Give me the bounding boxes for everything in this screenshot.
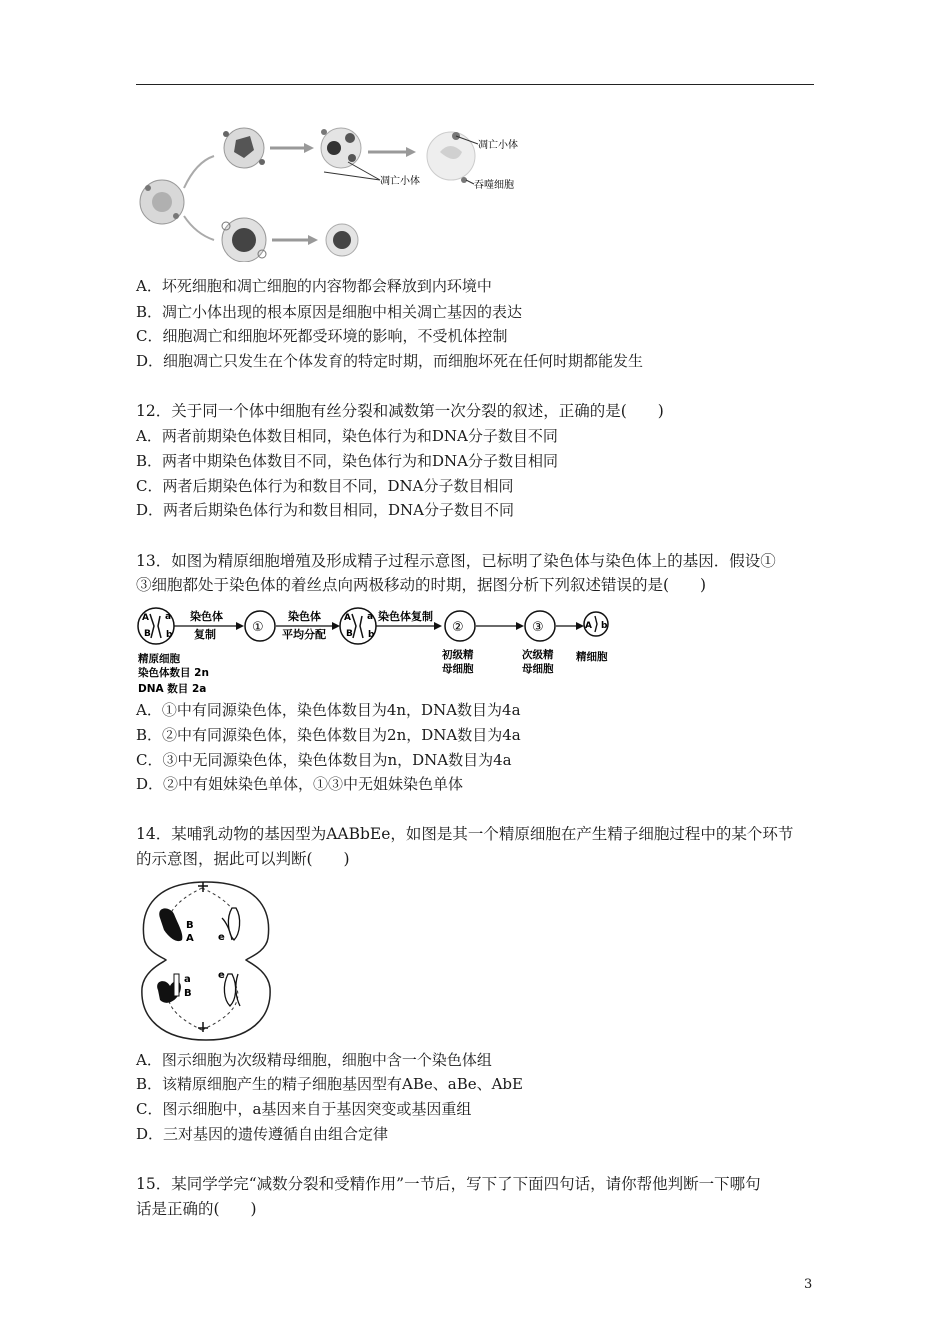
bottom-gene-a: a [184, 974, 191, 985]
q14-option-a: A．图示细胞为次级精母细胞，细胞中含一个染色体组 [136, 1051, 492, 1069]
q11-option-c: C．细胞凋亡和细胞坏死都受环境的影响，不受机体控制 [136, 327, 508, 345]
top-gene-B: B [186, 920, 194, 931]
q14-stem-line2: 的示意图，据此可以判断( ) [136, 850, 350, 868]
caption-secondary-2: 母细胞 [522, 663, 554, 675]
svg-text:a: a [367, 612, 374, 622]
svg-text:B: B [346, 629, 353, 639]
cell-1-label: ① [252, 620, 264, 635]
page-number: 3 [804, 1277, 813, 1292]
fragmenting-cell [321, 128, 361, 168]
q13-stem-line2: ③细胞都处于染色体的着丝点向两极移动的时期，据图分析下列叙述错误的是( ) [136, 576, 707, 594]
cell-outline [142, 882, 270, 1040]
step2-bottom: 平均分配 [282, 628, 326, 641]
q12-option-a: A．两者前期染色体数目相同，染色体行为和DNA分子数目不同 [136, 427, 558, 445]
caption-sperm: 精细胞 [576, 651, 608, 663]
q11-option-a: A．坏死细胞和凋亡细胞的内容物都会释放到内环境中 [136, 277, 492, 295]
gene-B: B [144, 629, 151, 639]
step3-top: 染色体复制 [378, 610, 433, 623]
label-apoptotic-body-1: 凋亡小体 [478, 140, 518, 151]
svg-text:b: b [368, 630, 375, 640]
q11-option-b: B．凋亡小体出现的根本原因是细胞中相关凋亡基因的表达 [136, 303, 523, 321]
caption-origin-2: 染色体数目 2n [138, 667, 209, 679]
step1-top: 染色体 [190, 610, 223, 623]
figure-dividing-cell [136, 878, 276, 1044]
q13-option-a: A．①中有同源染色体，染色体数目为4n，DNA数目为4a [136, 701, 521, 719]
bottom-gene-B: B [184, 988, 192, 999]
q12-stem: 12．关于同一个体中细胞有丝分裂和减数第一次分裂的叙述，正确的是( ) [136, 402, 664, 420]
cell-2-label: ② [452, 620, 464, 635]
branch-arrow-down [184, 216, 214, 240]
swollen-cell [222, 218, 266, 262]
gene-A: A [142, 613, 149, 623]
gene-a: a [165, 612, 172, 622]
step1-bottom: 复制 [194, 628, 216, 641]
top-gene-A: A [186, 933, 194, 944]
chromosome-top-white [228, 908, 239, 940]
q13-option-d: D．②中有姐妹染色单体，①③中无姐妹染色单体 [136, 775, 464, 793]
figure-spermatogenesis [136, 600, 616, 698]
q14-stem-line1: 14．某哺乳动物的基因型为AABbEe，如图是其一个精原细胞在产生精子细胞过程中的某个环节 [136, 825, 794, 843]
q13-stem-line1: 13．如图为精原细胞增殖及形成精子过程示意图，已标明了染色体与染色体上的基因．假设① [136, 552, 776, 570]
caption-secondary-1: 次级精 [522, 649, 554, 661]
svg-text:A: A [585, 621, 592, 631]
lysed-cell [326, 224, 358, 256]
step2-top: 染色体 [288, 610, 321, 623]
svg-text:A: A [344, 613, 351, 623]
figure-cell-death [136, 122, 536, 262]
q15-stem-line2: 话是正确的( ) [136, 1200, 257, 1218]
caption-origin-3: DNA 数目 2a [138, 683, 207, 695]
q12-option-c: C．两者后期染色体行为和数目不同，DNA分子数目相同 [136, 477, 514, 495]
q14-option-c: C．图示细胞中，a基因来自于基因突变或基因重组 [136, 1100, 472, 1118]
label-phagocyte: 吞噬细胞 [474, 180, 514, 191]
gene-b: b [166, 630, 173, 640]
caption-primary-2: 母细胞 [442, 663, 474, 675]
q15-stem-line1: 15．某同学学完“减数分裂和受精作用”一节后，写下了下面四句话，请你帮他判断一下哪句 [136, 1175, 761, 1193]
label-apoptotic-body-2: 凋亡小体 [380, 176, 420, 187]
shrinking-cell [223, 128, 265, 168]
q12-option-d: D．两者后期染色体行为和数目相同，DNA分子数目不同 [136, 501, 515, 519]
q14-option-b: B．该精原细胞产生的精子细胞基因型有ABe、aBe、AbE [136, 1075, 523, 1093]
bottom-gene-e: e [218, 970, 225, 981]
normal-cell [140, 180, 184, 224]
caption-origin-1: 精原细胞 [138, 653, 180, 665]
cell-3-label: ③ [532, 620, 544, 635]
q14-option-d: D．三对基因的遗传遵循自由组合定律 [136, 1125, 389, 1143]
q13-option-c: C．③中无同源染色体，染色体数目为n，DNA数目为4a [136, 751, 512, 769]
q13-option-b: B．②中有同源染色体，染色体数目为2n，DNA数目为4a [136, 726, 521, 744]
chromosome-bottom-white [224, 974, 235, 1006]
svg-text:b: b [601, 621, 608, 631]
q11-option-d: D．细胞凋亡只发生在个体发育的特定时期，而细胞坏死在任何时期都能发生 [136, 352, 644, 370]
header-rule [136, 84, 814, 85]
top-gene-e: e [218, 932, 225, 943]
q12-option-b: B．两者中期染色体数目不同，染色体行为和DNA分子数目相同 [136, 452, 559, 470]
branch-arrow-up [184, 156, 214, 188]
phagocyte [427, 132, 475, 183]
caption-primary-1: 初级精 [442, 649, 474, 661]
